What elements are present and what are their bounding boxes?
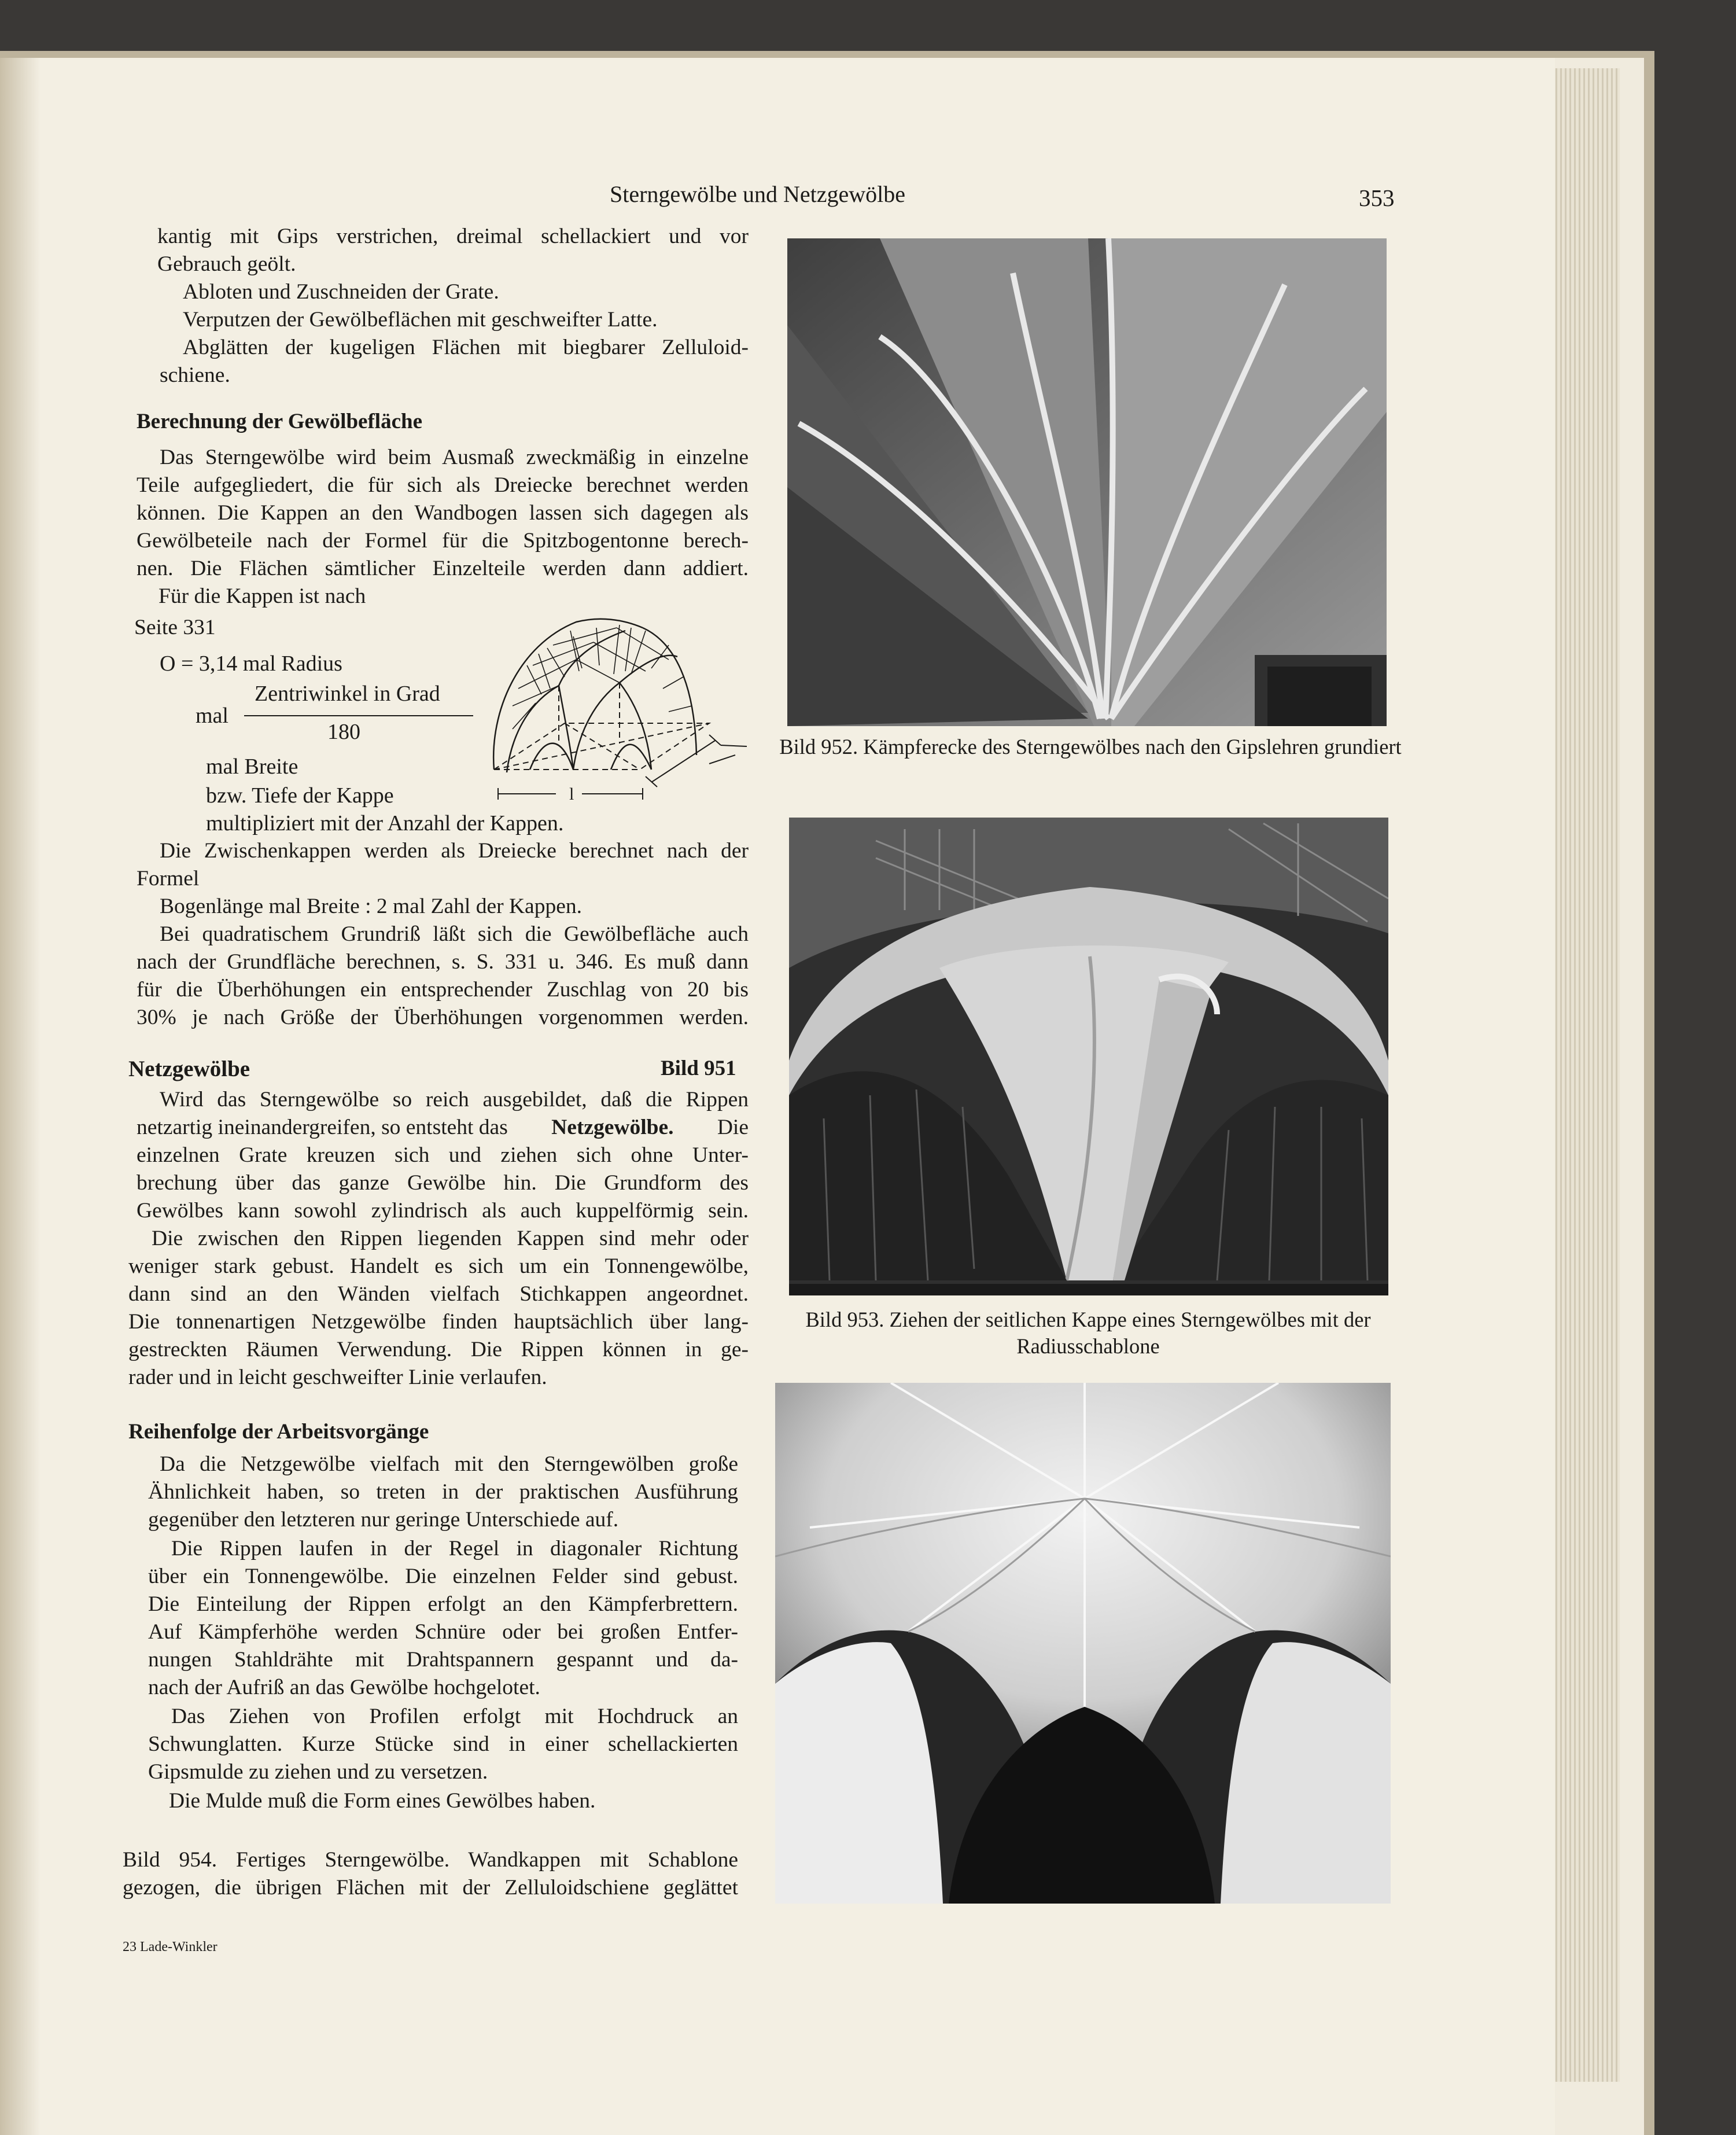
paragraph-line: gegenüber den letzteren nur geringe Unterschiede auf. bbox=[148, 1508, 619, 1532]
paragraph-line: Die Einteilung der Rippen erfolgt an den Kämpferbrettern. bbox=[148, 1592, 738, 1616]
intro-line: Abloten und Zuschneiden der Grate. bbox=[183, 280, 499, 304]
fraction-bar bbox=[244, 715, 473, 716]
photo-952 bbox=[787, 238, 1387, 726]
formula-numerator: Zentriwinkel in Grad bbox=[255, 682, 440, 706]
paragraph-line: nungen Stahldrähte mit Drahtspannern gespannt und da- bbox=[148, 1648, 738, 1672]
inline-bold-term: Netzgewölbe. bbox=[551, 1116, 674, 1139]
paragraph-line: weniger stark gebust. Handelt es sich um ein Tonnengewölbe, bbox=[128, 1254, 749, 1278]
paragraph-line: können. Die Kappen an den Wandbogen lassen sich dagegen als bbox=[137, 501, 749, 525]
paragraph-line: Die zwischen den Rippen liegenden Kappen sind mehr oder bbox=[152, 1227, 749, 1250]
paragraph-line: Gewölbes kann sowohl zylindrisch als auch kuppelförmig sein. bbox=[137, 1199, 749, 1223]
paragraph-line: Seite 331 bbox=[134, 616, 216, 639]
caption-952: Bild 952. Kämpferecke des Sterngewölbes nach den Gipslehren grundiert bbox=[779, 735, 1402, 759]
paragraph-line: Teile aufgegliedert, die für sich als Dreiecke berechnet werden bbox=[137, 473, 749, 497]
paragraph-line: Die Zwischenkappen werden als Dreiecke berechnet nach der bbox=[160, 839, 749, 863]
paragraph-line: nen. Die Flächen sämtlicher Einzelteile werden dann addiert. bbox=[137, 557, 749, 580]
paragraph-line: Auf Kämpferhöhe werden Schnüre oder bei großen Entfer- bbox=[148, 1620, 738, 1644]
signature-mark: 23 Lade-Winkler bbox=[123, 1939, 218, 1954]
photo-954 bbox=[775, 1383, 1391, 1904]
caption-953: Bild 953. Ziehen der seitlichen Kappe eines Sterngewölbes mit der Radiusschablone bbox=[805, 1308, 1371, 1358]
paragraph-line: Das Sterngewölbe wird beim Ausmaß zweckmäßig in einzelne bbox=[160, 446, 749, 469]
paragraph-line: Bogenlänge mal Breite : 2 mal Zahl der Kappen. bbox=[160, 895, 582, 918]
paragraph-line: Gipsmulde zu ziehen und zu versetzen. bbox=[148, 1760, 488, 1784]
formula-line: mal Breite bbox=[206, 754, 298, 779]
paragraph-line: gestreckten Räumen Verwendung. Die Rippen können in ge- bbox=[128, 1338, 749, 1361]
photo-953 bbox=[789, 818, 1388, 1295]
paragraph-line: Das Ziehen von Profilen erfolgt mit Hochdruck an bbox=[171, 1705, 738, 1728]
paragraph-line: Formel bbox=[137, 867, 200, 890]
dimension-label: l bbox=[569, 785, 574, 804]
paragraph-line: Ähnlichkeit haben, so treten in der praktischen Ausführung bbox=[148, 1480, 738, 1504]
paragraph-line: rader und in leicht geschweifter Linie verlaufen. bbox=[128, 1365, 547, 1389]
vault-arch bbox=[493, 619, 643, 770]
figure-reference: Bild 951 bbox=[661, 1057, 736, 1080]
star-vault-diagram bbox=[478, 596, 750, 819]
formula-denominator: 180 bbox=[327, 720, 360, 744]
formula-mal: mal bbox=[196, 704, 228, 728]
paragraph-line: einzelnen Grate kreuzen sich und ziehen sich ohne Unter- bbox=[137, 1143, 749, 1167]
paragraph-line: nach der Grundfläche berechnen, s. S. 331 u. 346. Es muß dann bbox=[137, 950, 749, 974]
paragraph-line: Gewölbeteile nach der Formel für die Spitzbogentonne berech- bbox=[137, 529, 749, 553]
caption-954: gezogen, die übrigen Flächen mit der Zelluloidschiene geglättet bbox=[123, 1876, 738, 1900]
intro-line: Abglätten der kugeligen Flächen mit biegbarer Zelluloid- bbox=[183, 336, 749, 359]
paragraph-line: Für die Kappen ist nach bbox=[159, 584, 366, 608]
formula-line: bzw. Tiefe der Kappe bbox=[206, 783, 394, 808]
inline-text: Die bbox=[717, 1116, 749, 1139]
vault-arch bbox=[530, 743, 573, 770]
intro-line: Gebrauch geölt. bbox=[157, 252, 296, 276]
caption-954: Bild 954. Fertiges Sterngewölbe. Wandkappen mit Schablone bbox=[123, 1848, 738, 1872]
intro-line: schiene. bbox=[160, 363, 230, 387]
paragraph-line: Die tonnenartigen Netzgewölbe finden hauptsächlich über lang- bbox=[128, 1310, 749, 1334]
formula-line: multipliziert mit der Anzahl der Kappen. bbox=[206, 811, 564, 835]
paragraph-line: Die Mulde muß die Form eines Gewölbes haben. bbox=[169, 1789, 596, 1813]
paragraph-line: nach der Aufriß an das Gewölbe hochgelotet. bbox=[148, 1676, 540, 1699]
section-heading-reihenfolge: Reihenfolge der Arbeitsvorgänge bbox=[128, 1420, 429, 1444]
page-number: 353 bbox=[1359, 185, 1395, 211]
paragraph-line bbox=[137, 1114, 749, 1142]
page-gutter bbox=[0, 58, 40, 2135]
paragraph-line: Wird das Sterngewölbe so reich ausgebildet, daß die Rippen bbox=[160, 1088, 749, 1111]
paragraph-line: 30% je nach Größe der Überhöhungen vorgenommen werden. bbox=[137, 1006, 749, 1029]
paragraph-line: Die Rippen laufen in der Regel in diagonaler Richtung bbox=[171, 1537, 738, 1560]
running-title: Sterngewölbe und Netzgewölbe bbox=[610, 181, 905, 207]
inline-text: netzartig ineinandergreifen, so entsteht das bbox=[137, 1116, 508, 1139]
section-heading-berechnung: Berechnung der Gewölbefläche bbox=[137, 410, 422, 433]
vault-arch bbox=[507, 686, 573, 772]
paragraph-line: dann sind an den Wänden vielfach Stichkappen angeordnet. bbox=[128, 1282, 749, 1306]
paragraph-line: Schwunglatten. Kurze Stücke sind in einer schellackierten bbox=[148, 1732, 738, 1756]
section-heading-netzgewoelbe: Netzgewölbe bbox=[128, 1057, 250, 1081]
paragraph-line: für die Überhöhungen ein entsprechender Zuschlag von 20 bis bbox=[137, 978, 749, 1002]
paragraph-line: über ein Tonnengewölbe. Die einzelnen Felder sind gebust. bbox=[148, 1565, 738, 1588]
intro-line: kantig mit Gips verstrichen, dreimal schellackiert und vor bbox=[157, 224, 749, 248]
intro-line: Verputzen der Gewölbeflächen mit geschweifter Latte. bbox=[183, 308, 658, 332]
paragraph-line: Da die Netzgewölbe vielfach mit den Sterngewölben große bbox=[160, 1452, 738, 1476]
paragraph-line: Bei quadratischem Grundriß läßt sich die Gewölbefläche auch bbox=[160, 922, 749, 946]
vault-arch bbox=[573, 683, 651, 770]
paragraph-line: brechung über das ganze Gewölbe hin. Die Grundform des bbox=[137, 1171, 749, 1195]
formula-line: O = 3,14 mal Radius bbox=[160, 651, 342, 676]
